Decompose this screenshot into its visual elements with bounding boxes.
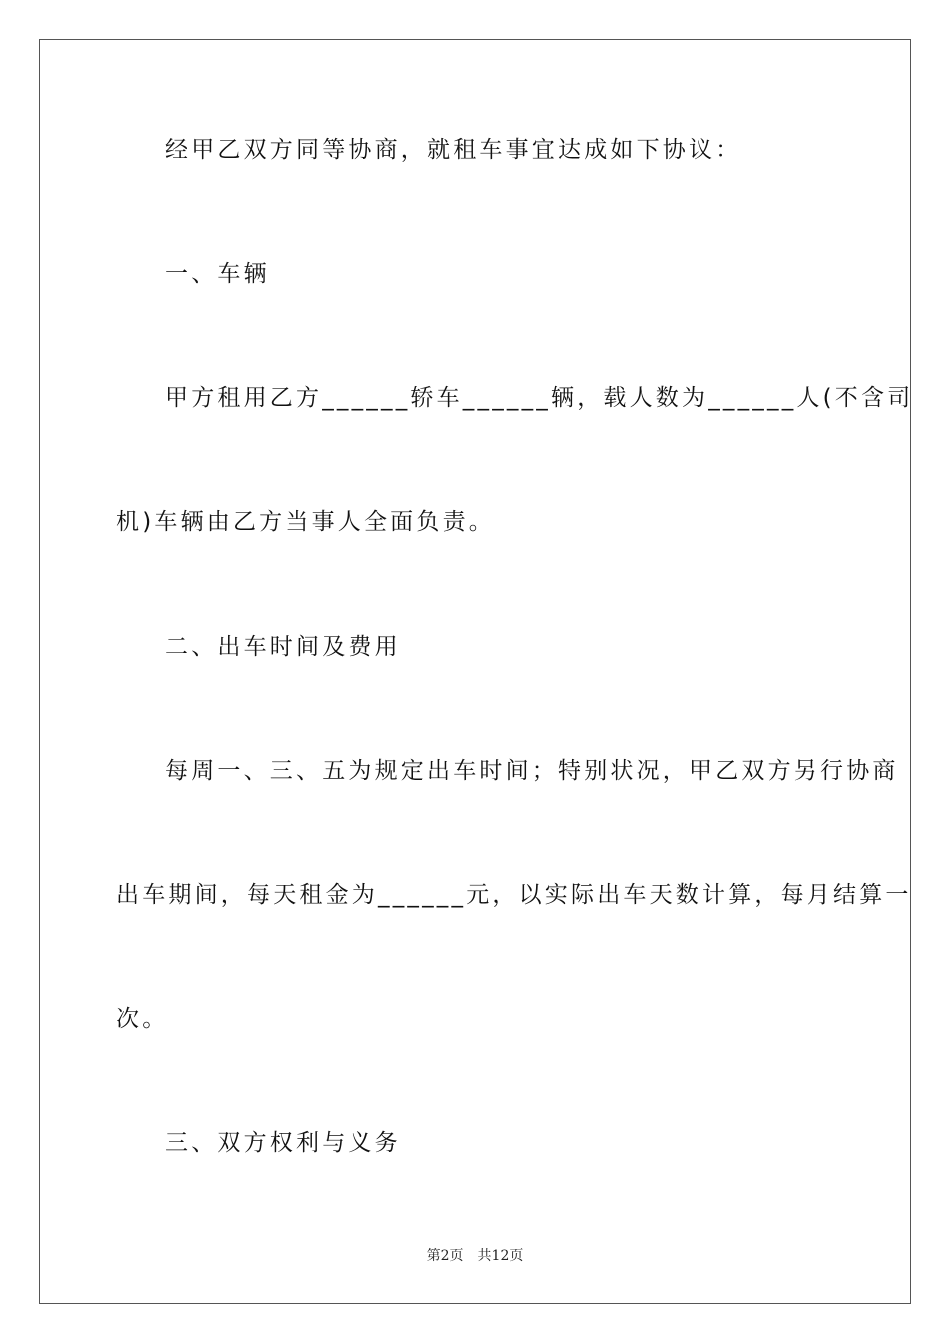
intro-paragraph: 经甲乙双方同等协商，就租车事宜达成如下协议： [165,137,742,163]
vehicle-paragraph-line-2: 机)车辆由乙方当事人全面负责。 [116,509,495,535]
rent-paragraph-line-2: 次。 [116,1006,169,1032]
section-heading-vehicle: 一、车辆 [165,261,270,287]
section-heading-time-and-fees: 二、出车时间及费用 [165,634,401,660]
vehicle-paragraph-line-1: 甲方租用乙方______轿车______辆，载人数为______人(不含司 [165,385,914,411]
current-page-number: 第2页 [426,1248,464,1264]
total-page-count: 共12页 [477,1248,524,1264]
schedule-paragraph: 每周一、三、五为规定出车时间；特别状况，甲乙双方另行协商 [165,758,899,784]
page-footer [0,1246,950,1266]
page-frame [39,39,914,1304]
rent-paragraph-line-1: 出车期间，每天租金为______元，以实际出车天数计算，每月结算一 [116,882,912,908]
section-heading-rights-obligations: 三、双方权利与义务 [165,1130,401,1156]
